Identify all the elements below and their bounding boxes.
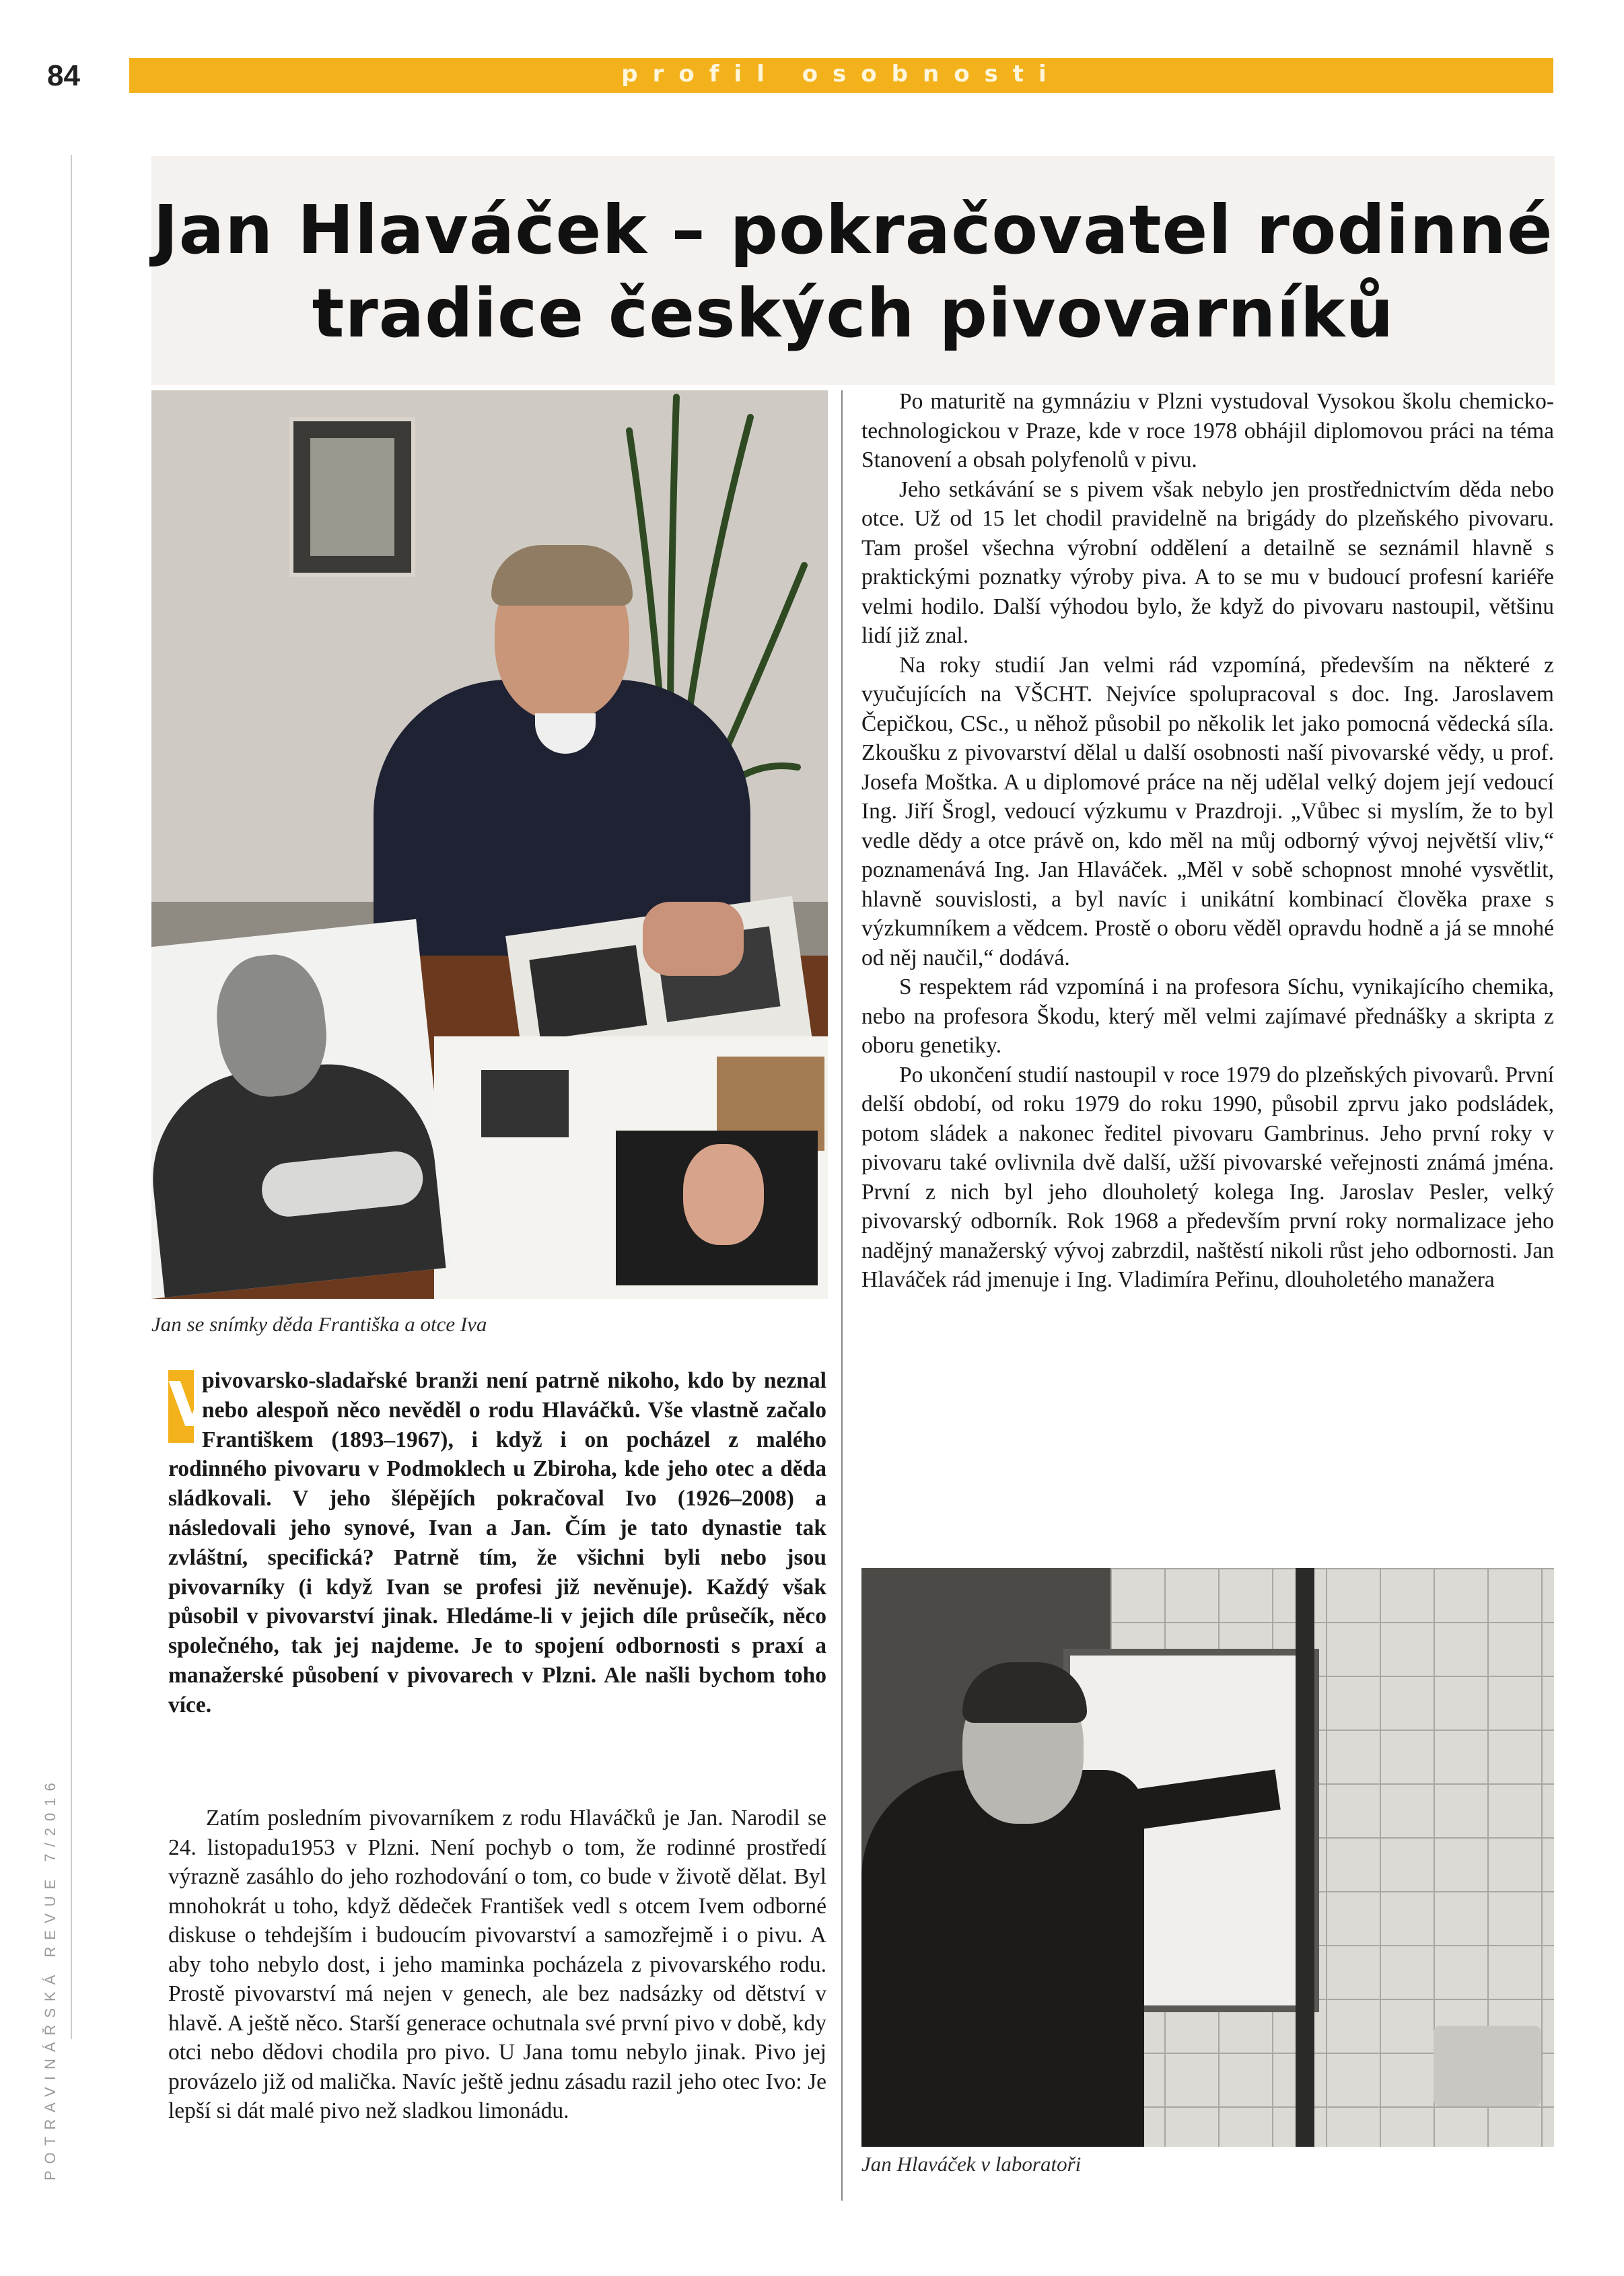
grandfather-portrait-photo [151,919,453,1299]
body-paragraph: Zatím posledním pivovarníkem z rodu Hlaváčků je Jan. Narodil se 24. listopadu1953 v Plzni. Není pochyb o tom, že rodinné prostředí výrazně zasáhlo do jeho rozhodování o tom, co bude v životě dělat. Byl mnohokrát u toho, když dědeček František vedl s otcem Ivem odborné diskuse o tehdejším i budoucím pivovarství a samozřejmě i o pivu. A aby toho nebylo dost, i jeho maminka pocházela z pivovarského rodu. Prostě pivovarství má nejen v genech, ale bez nadsázky od dětství v hlavě. A ještě něco. Starší generace ochutnala své první pivo v době, kdy otci nebo dědovi chodila pro pivo. U Jana tomu nebylo jinak. Pivo jej provázelo již od malička. Navíc ještě jednu zásadu razil jeho otec Ivo: Je lepší si dát malé pivo než sladkou limonádu. [168,1806,826,2123]
journal-issue-label: POTRAVINÁŘSKÁ REVUE 7/2016 [42,1776,59,2180]
body-paragraph: Po ukončení studií nastoupil v roce 1979 do plzeňských pivovarů. První delší období, od roku 1979 do roku 1990, působil zprvu jako podsládek, potom sládek a nakonec ředitel pivovaru Gambrinus. Jeho první roky v pivovaru také ovlivnila dvě další, užší pivovarské veřejnosti známá jména. První z nich byl jeho dlouholetý kolega Ing. Jaroslav Pesler, velký pivovarský odborník. Rok 1968 a především první roky normalizace jeho nadějný manažerský vývoj zabrzdil, naštěstí nikoli růst jeho odbornosti. Jan Hlaváček rád jmenuje i Ing. Vladimíra Peřinu, dlouholetého manažera [861,1062,1554,1292]
body-paragraph: Na roky studií Jan velmi rád vzpomíná, především na některé z vyučujících na VŠCHT. Nejvíce spolupracoval s doc. Ing. Jaroslavem Čepičkou, CSc., u něhož působil po několik let jako pomocná vědecká síla. Zkoušku z pivovarství dělal u další osobnosti naší pivovarské vědy, u prof. Josefa Moštka. A u diplomové práce na něj udělal velký dojem její vedoucí Ing. Jiří Šrogl, vedoucí výzkumu v Prazdroji. „Vůbec si myslím, že to byl vedle dědy a otce právě on, kdo měl na můj odborný vývoj největší vliv,“ poznamenává Ing. Jan Hlaváček. „Měl v sobě schopnost mnohé vysvětlit, hlavně souvislosti, a byl navíc i unikátní kombinací člověka praxe s výzkumníkem a vědcem. Prostě o oboru věděl opravdu hodně a já se mnohé od něj naučil,“ dodává. [861,652,1554,970]
column-divider [841,390,843,2201]
photo-caption: Jan Hlaváček v laboratoři [861,2152,1082,2176]
section-header-bar [129,58,1553,93]
body-paragraph: S respektem rád vzpomíná i na profesora Síchu, vynikajícího chemika, nebo na profesora Škodu, který měl velmi zajímavé přednášky a skripta z oboru genetiky. [861,974,1554,1058]
lab-glassware [1434,2026,1541,2106]
side-rule [71,155,72,2039]
photo-wall-frame [289,417,415,577]
drop-cap: V [168,1370,194,1443]
article-title: Jan Hlaváček – pokračovatel rodinné tradice českých pivovarníků [153,190,1553,353]
photo-caption: Jan se snímky děda Františka a otce Iva [151,1312,487,1336]
colour-portrait-photo [616,1131,818,1285]
lead-paragraph [168,1366,826,1720]
page-number: 84 [47,59,80,92]
right-column [861,387,1554,1295]
left-column [168,1804,826,2126]
section-label: profil osobnosti [621,61,1061,87]
body-paragraph: Jeho setkávání se s pivem však nebylo jen prostřednictvím děda nebo otce. Už od 15 let chodil pravidelně na brigády do plzeňského pivovaru. Tam prošel všechna výrobní oddělení a detailně se seznámil hlavně s praktickými poznatky výroby piva. A to se mu v budoucí profesní kariéře velmi hodilo. Další výhodou bylo, že když do pivovaru nastoupil, většinu lidí již znal. [861,476,1554,648]
photo-jan-with-family-photographs [151,390,828,1299]
body-paragraph: Po maturitě na gymnáziu v Plzni vystudoval Vysokou školu chemicko-technologickou v Praze, kde v roce 1978 obhájil diplomovou práci na téma Stanovení a obsah polyfenolů v pivu. [861,389,1554,472]
lead-text: pivovarsko-sladařské branži není patrně nikoho, kdo by neznal nebo alespoň něco nevěděl o rodu Hlaváčků. Vše vlastně začalo Františkem (1893–1967), i když i on pocházel z malého rodinného pivovaru v Podmoklech u Zbiroha, kde jeho otec a děda sládkovali. V jeho šlépějích pokračoval Ivo (1926–2008) a následovali jeho synové, Ivan a Jan. Čím je tato dynastie tak zvláštní, specifická? Patrně tím, že všichni byli nebo jsou pivovarníky (i když Ivan se profesi již nevěnuje). Každý však působil v pivovarství jinak. Hledáme-li v jejich díle průsečík, něco společného, tak jej najdeme. Je to spojení odbornosti s praxí a manažerské působení v pivovarech v Plzni. Ale našli bychom toho více. [168,1368,826,1717]
photo-jan-in-laboratory [861,1568,1554,2147]
